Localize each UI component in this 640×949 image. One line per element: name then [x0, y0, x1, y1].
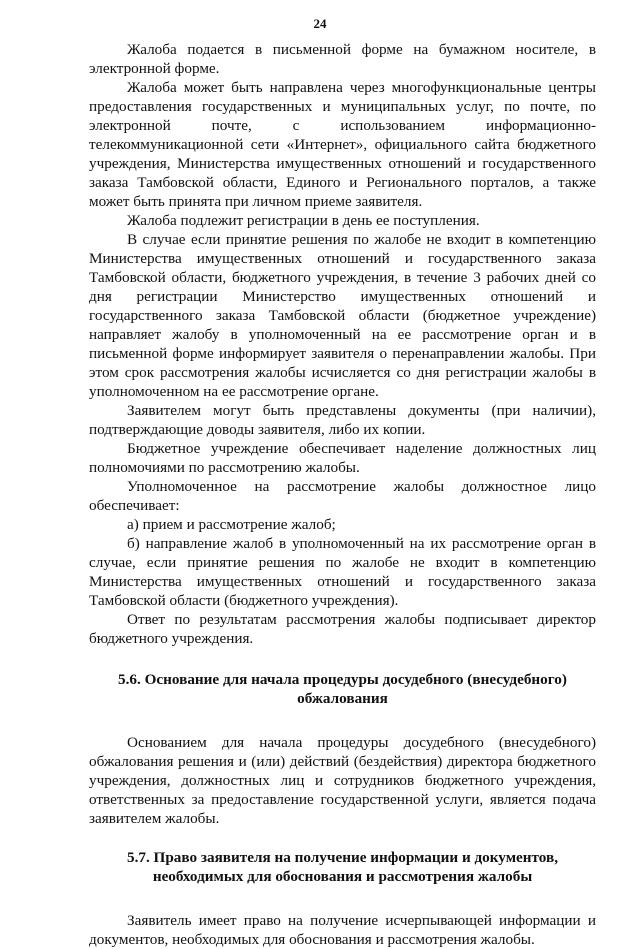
- section-heading-5-6: [89, 670, 596, 708]
- heading-line: 5.7. Право заявителя на получение информации и документов,: [126, 849, 559, 866]
- paragraph: В случае если принятие решения по жалобе не входит в компетенцию Министерства имущественных отношений и государственного заказа Тамбовской области, бюджетного учреждения, в течение 3 рабочих дней со дня регистрации Министерство имущественных отношений и государственного заказа Тамбовской области (бюджетное учреждение) направляет жалобу в уполномоченный на ее рассмотрение орган и в письменной форме информирует заявителя о перенаправлении жалобы. При этом срок рассмотрения жалобы исчисляется со дня регистрации жалобы в уполномоченном на ее рассмотрение органе.: [89, 231, 596, 400]
- list-item: а) прием и рассмотрение жалоб;: [127, 516, 336, 533]
- section-5-6-text: Основанием для начала процедуры досудебного (внесудебного) обжалования решения и (или) действий (бездействия) директора бюджетного учреждения, должностных лиц и сотрудников бюджетного учреждения, ответственных за предоставление государственной услуги, является подача заявителем жалобы.: [89, 734, 596, 827]
- paragraph: Жалоба подается в письменной форме на бумажном носителе, в электронной форме.: [89, 41, 596, 77]
- document-body: [89, 40, 596, 949]
- paragraph: Жалоба подлежит регистрации в день ее поступления.: [127, 212, 480, 229]
- paragraph: Бюджетное учреждение обеспечивает наделение должностных лиц полномочиями по рассмотрению жалобы.: [89, 440, 596, 476]
- paragraph: Уполномоченное на рассмотрение жалобы должностное лицо обеспечивает:: [89, 478, 596, 514]
- page-number: 24: [313, 16, 327, 31]
- paragraph: Заявителем могут быть представлены документы (при наличии), подтверждающие доводы заявителя, либо их копии.: [89, 402, 596, 438]
- section-heading-5-7: [89, 848, 596, 886]
- section-5-7-text: Заявитель имеет право на получение исчерпывающей информации и документов, необходимых для обоснования и рассмотрения жалобы.: [89, 912, 596, 948]
- paragraph: Ответ по результатам рассмотрения жалобы подписывает директор бюджетного учреждения.: [89, 611, 596, 647]
- heading-line: обжалования: [297, 690, 388, 707]
- heading-line: необходимых для обоснования и рассмотрения жалобы: [152, 868, 533, 885]
- list-item: б) направление жалоб в уполномоченный на их рассмотрение орган в случае, если принятие решения по жалобе не входит в компетенцию Министерства имущественных отношений и государственного заказа Тамбовской области (бюджетного учреждения).: [89, 535, 596, 609]
- paragraph: Жалоба может быть направлена через многофункциональные центры предоставления государственных и муниципальных услуг, по почте, по электронной почте, с использованием информационно-телекоммуникационной сети «Интернет», официального сайта бюджетного учреждения, Министерства имущественных отношений и государственного заказа Тамбовской области, Единого и Регионального порталов, а также может быть принята при личном приеме заявителя.: [89, 79, 596, 210]
- heading-line: 5.6. Основание для начала процедуры досудебного (внесудебного): [118, 671, 567, 688]
